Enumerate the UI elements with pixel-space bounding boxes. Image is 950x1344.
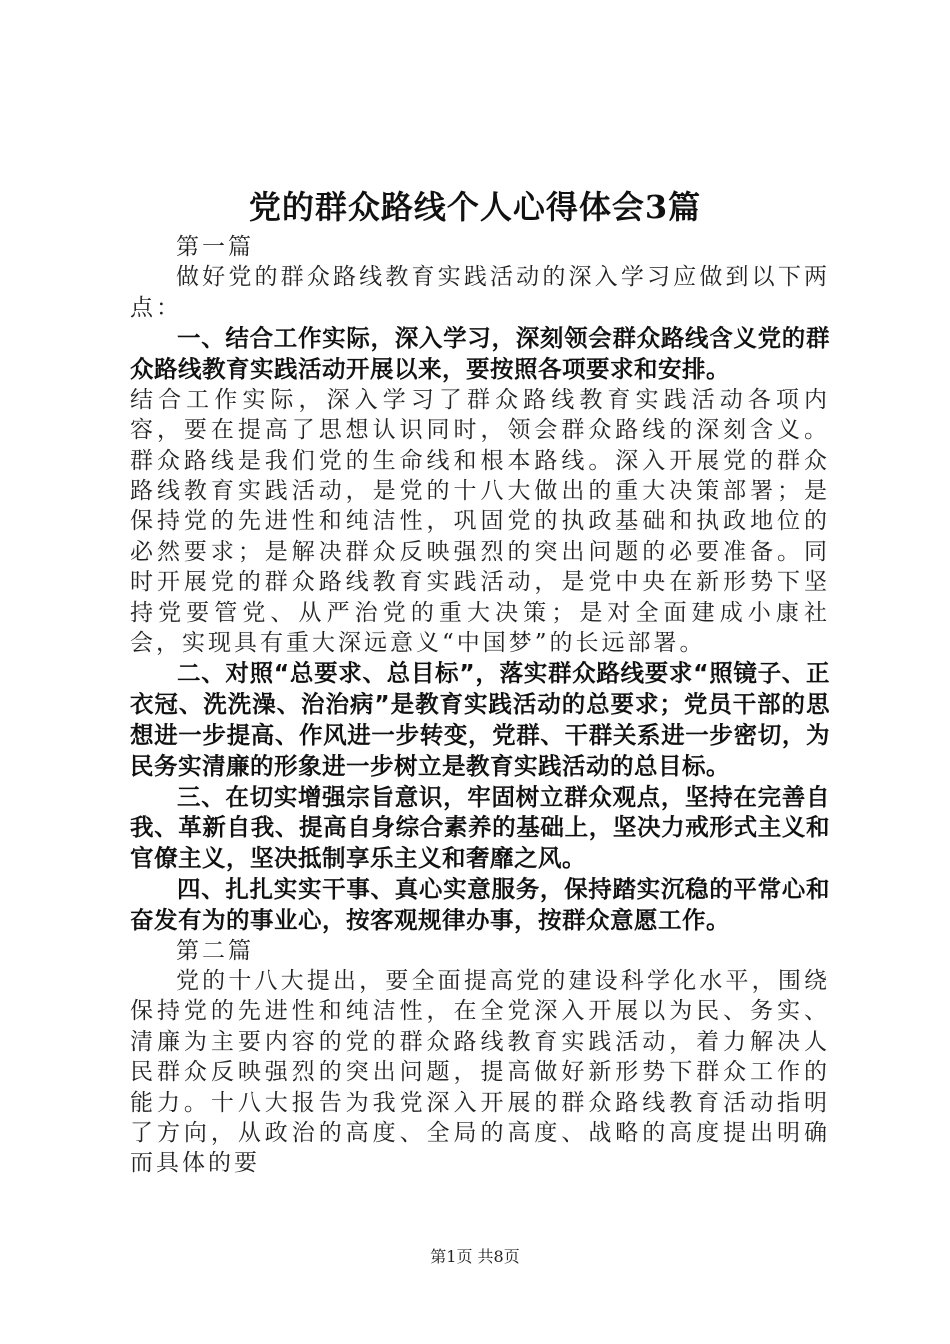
point-1-body: 结合工作实际，深入学习了群众路线教育实践活动各项内容，要在提高了思想认识同时，领会群众路线的深刻含义。群众路线是我们党的生命线和根本路线。深入开展党的群众路线教育实践活动，是党的十八大做出的重大决策部署；是保持党的先进性和纯洁性，巩固党的执政基础和执政地位的必然要求；是解决群众反映强烈的突出问题的必要准备。同时开展党的群众路线教育实践活动，是党中央在新形势下坚持党要管党、从严治党的重大决策；是对全面建成小康社会，实现具有重大深远意义“中国梦”的长远部署。 [130, 386, 830, 657]
section-2-body: 党的十八大提出，要全面提高党的建设科学化水平，围绕保持党的先进性和纯洁性，在全党深入开展以为民、务实、清廉为主要内容的党的群众路线教育实践活动，着力解决人民群众反映强烈的突出问题，提高做好新形势下群众工作的能力。十八大报告为我党深入开展的群众路线教育活动指明了方向，从政治的高度、全局的高度、战略的高度提出明确而具体的要 [130, 968, 830, 1177]
point-2: 二、对照“总要求、总目标”，落实群众路线要求“照镜子、正衣冠、洗洗澡、治治病”是教育实践活动的总要求；党员干部的思想进一步提高、作风进一步转变，党群、干群关系进一步密切，为民务实清廉的形象进一步树立是教育实践活动的总目标。 [130, 659, 830, 780]
section-2-heading: 第二篇 [176, 937, 254, 964]
point-3: 三、在切实增强宗旨意识，牢固树立群众观点，坚持在完善自我、革新自我、提高自身综合素养的基础上，坚决力戒形式主义和官僚主义，坚决抵制享乐主义和奢靡之风。 [130, 782, 830, 873]
point-1-heading: 一、结合工作实际，深入学习，深刻领会群众路线含义党的群众路线教育实践活动开展以来，要按照各项要求和安排。 [130, 324, 830, 384]
point-4: 四、扎扎实实干事、真心实意服务，保持踏实沉稳的平常心和奋发有为的事业心，按客观规律办事，按群众意愿工作。 [130, 875, 830, 934]
section-1-heading: 第一篇 [176, 234, 254, 260]
section-1-intro: 做好党的群众路线教育实践活动的深入学习应做到以下两点： [130, 264, 830, 321]
document-body [130, 232, 830, 1179]
page-footer: 第1页 共8页 [430, 1247, 520, 1266]
document-title: 党的群众路线个人心得体会3篇 [248, 188, 702, 226]
